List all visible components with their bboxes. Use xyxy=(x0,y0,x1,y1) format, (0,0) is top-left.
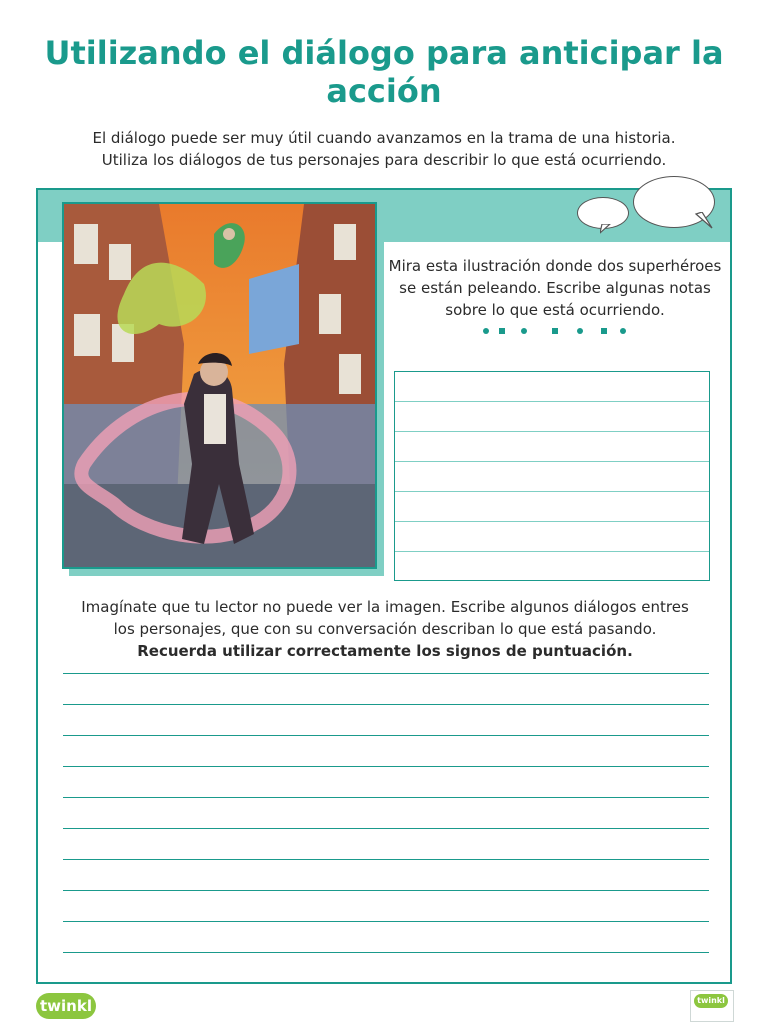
notes-line[interactable] xyxy=(395,401,709,402)
intro-line-1: El diálogo puede ser muy útil cuando avanzamos en la trama de una historia. xyxy=(92,129,676,147)
punctuation-reminder: Recuerda utilizar correctamente los signos de puntuación. xyxy=(137,642,633,660)
writing-line[interactable] xyxy=(63,704,709,705)
page-title: Utilizando el diálogo para anticipar la acción xyxy=(44,34,724,110)
notes-line[interactable] xyxy=(395,491,709,492)
writing-line[interactable] xyxy=(63,735,709,736)
superhero-illustration xyxy=(62,202,377,569)
writing-line[interactable] xyxy=(63,859,709,860)
twinkl-badge-text: twinkl xyxy=(694,994,728,1008)
writing-line[interactable] xyxy=(63,828,709,829)
writing-line[interactable] xyxy=(63,673,709,674)
dialogue-prompt xyxy=(70,596,700,662)
decorative-dots-icon xyxy=(480,325,635,337)
writing-line[interactable] xyxy=(63,890,709,891)
intro-line-2: Utiliza los diálogos de tus personajes para describir lo que está ocurriendo. xyxy=(101,151,667,169)
notes-line[interactable] xyxy=(395,431,709,432)
notes-instructions: Mira esta ilustración donde dos superhéroes se están peleando. Escribe algunas notas sobre lo que está ocurriendo. xyxy=(388,257,722,319)
writing-line[interactable] xyxy=(63,766,709,767)
notes-line[interactable] xyxy=(395,461,709,462)
notes-box[interactable] xyxy=(394,371,710,581)
speech-bubble-small-tail-icon xyxy=(600,224,614,234)
superhero-scene-image xyxy=(64,204,375,567)
twinkl-badge-logo xyxy=(690,990,734,1022)
twinkl-logo: twinkl xyxy=(36,993,96,1019)
notes-line[interactable] xyxy=(395,551,709,552)
dialogue-prompt-text: Imagínate que tu lector no puede ver la imagen. Escribe algunos diálogos entres los personajes, que con su conversación describan lo que está pasando. xyxy=(81,598,689,638)
writing-line[interactable] xyxy=(63,921,709,922)
intro-text xyxy=(40,127,728,171)
speech-bubble-large-tail-icon xyxy=(694,212,714,230)
writing-line[interactable] xyxy=(63,952,709,953)
writing-line[interactable] xyxy=(63,797,709,798)
notes-line[interactable] xyxy=(395,521,709,522)
